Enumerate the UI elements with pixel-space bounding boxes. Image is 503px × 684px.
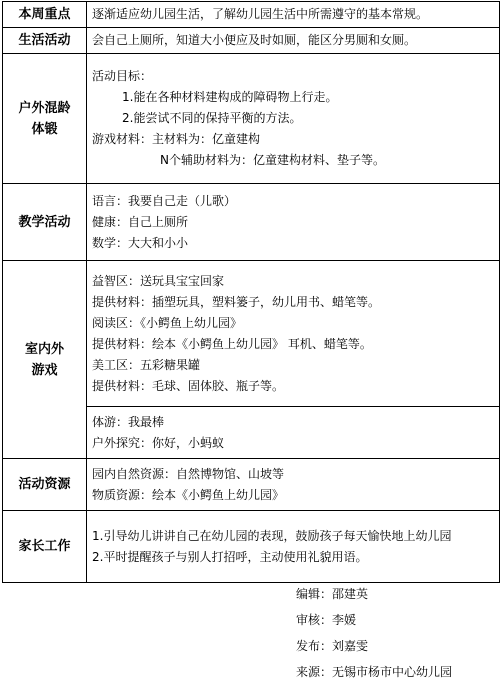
indoor-label-line-2: 游戏 [31, 362, 58, 378]
indoor-line: 美工区：五彩糖果罐 [92, 357, 201, 372]
outdoor-label-line-1: 户外混龄 [18, 100, 71, 116]
indoor-label-line-1: 室内外 [24, 341, 64, 357]
row-content-focus [87, 2, 500, 28]
resources-line: 物质资源：绘本《小鳄鱼上幼儿园》 [92, 487, 285, 502]
row-label-focus: 本周重点 [3, 2, 87, 28]
indoor-game-line: 户外探究：你好，小蚂蚁 [92, 435, 225, 450]
indoor-line: 提供材料：毛球、固体胶、瓶子等。 [92, 378, 285, 393]
row-content-outdoor [87, 54, 500, 184]
row-content-teaching [87, 184, 500, 261]
row-content-parents [87, 511, 500, 583]
teaching-line: 语言：我要自己走（儿歌） [92, 193, 237, 208]
row-resources [3, 459, 500, 511]
row-content-life [87, 28, 500, 54]
indoor-line: 阅读区：《小鳄鱼上幼儿园》 [92, 315, 243, 330]
row-label-teaching: 教学活动 [3, 184, 87, 261]
indoor-line: 益智区：送玩具宝宝回家 [92, 273, 225, 288]
footer-reviewer: 审核：李媛 [296, 613, 357, 627]
indoor-line: 提供材料：绘本《小鳄鱼上幼儿园》 耳机、蜡笔等。 [92, 336, 372, 351]
indoor-game-line: 体游：我最棒 [92, 414, 165, 429]
weekly-plan-table [2, 1, 500, 583]
row-content-indoor-games [87, 407, 500, 459]
teaching-line: 数学：大大和小小 [92, 235, 189, 250]
row-label-outdoor [3, 54, 87, 184]
focus-text: 逐渐适应幼儿园生活，了解幼儿园生活中所需遵守的基本常规。 [92, 7, 429, 21]
row-label-life: 生活活动 [3, 28, 87, 54]
row-parents [3, 511, 500, 583]
indoor-line: 提供材料：插塑玩具，塑料篓子，幼儿用书、蜡笔等。 [92, 294, 381, 309]
row-focus [3, 2, 500, 28]
life-text: 会自己上厕所，知道大小便应及时如厕，能区分男厕和女厕。 [92, 33, 417, 47]
row-label-indoor [3, 261, 87, 459]
row-indoor-a [3, 261, 500, 407]
row-label-resources: 活动资源 [3, 459, 87, 511]
row-content-resources [87, 459, 500, 511]
outdoor-label-line-2: 体锻 [31, 121, 58, 137]
outdoor-line: 游戏材料：主材料为：亿童建构 [92, 132, 261, 146]
row-life [3, 28, 500, 54]
parents-line: 1.引导幼儿讲讲自己在幼儿园的表现，鼓励孩子每天愉快地上幼儿园 [92, 528, 452, 543]
outdoor-line: 2.能尝试不同的保持平衡的方法。 [122, 111, 302, 125]
footer-editor: 编辑：邵建英 [296, 587, 369, 601]
outdoor-line: 活动目标： [92, 69, 153, 83]
parents-line: 2.平时提醒孩子与别人打招呼，主动使用礼貌用语。 [92, 549, 368, 564]
footer-publisher: 发布：刘嘉雯 [296, 639, 369, 653]
footer-source: 来源：无锡市杨市中心幼儿园 [296, 665, 453, 679]
outdoor-line: N个辅助材料为：亿童建构材料、垫子等。 [160, 153, 385, 167]
row-label-parents: 家长工作 [3, 511, 87, 583]
row-content-indoor-areas [87, 261, 500, 407]
resources-line: 园内自然资源：自然博物馆、山坡等 [92, 466, 285, 481]
row-outdoor [3, 54, 500, 184]
outdoor-line: 1.能在各种材料建构成的障碍物上行走。 [122, 90, 338, 104]
teaching-line: 健康：自己上厕所 [92, 214, 189, 229]
row-teaching [3, 184, 500, 261]
